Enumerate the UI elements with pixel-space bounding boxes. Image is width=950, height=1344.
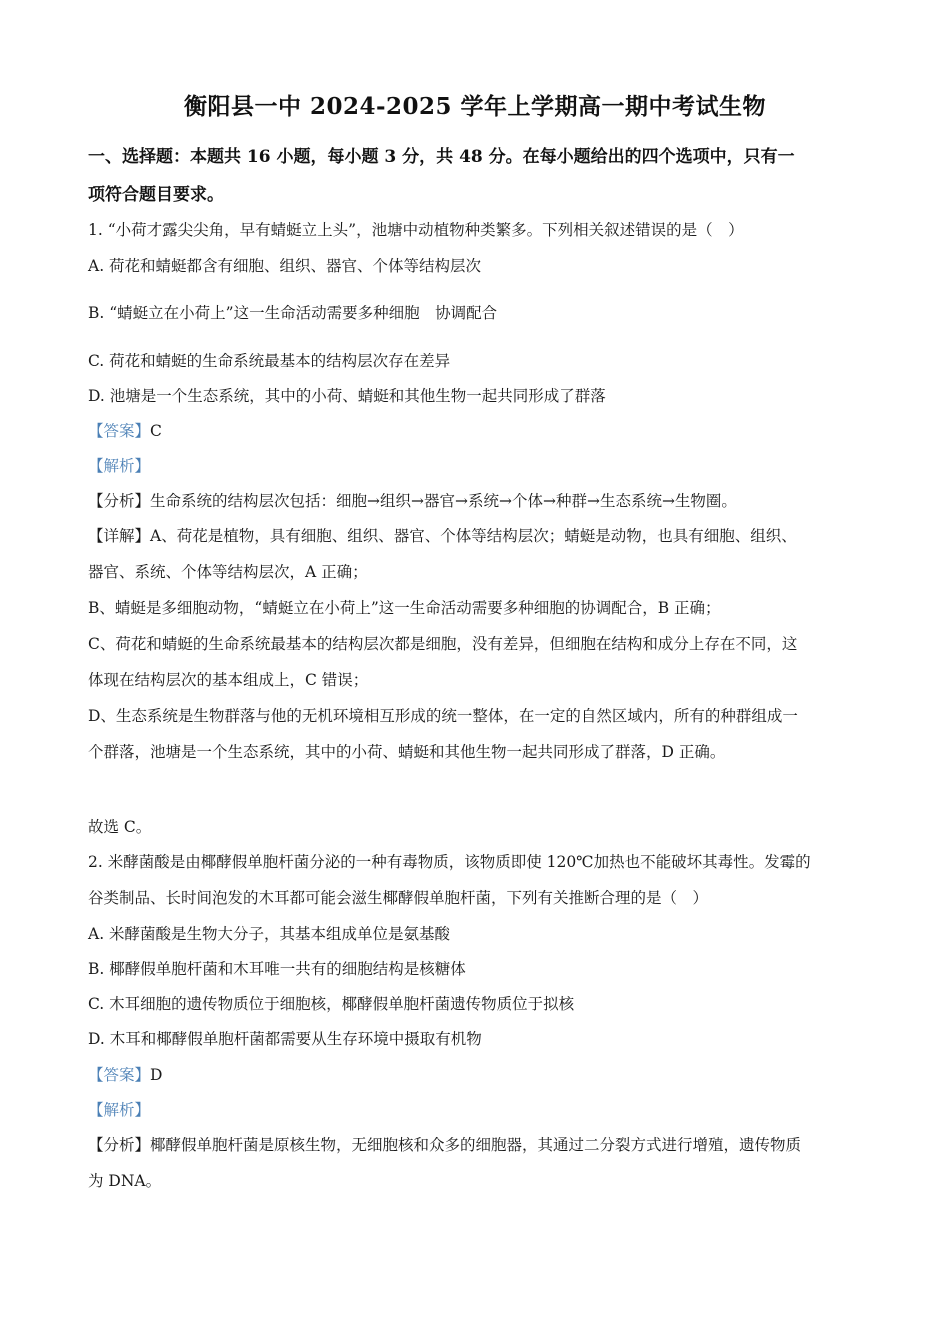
q1-answer	[88, 420, 868, 442]
q2-fenxi-line-1	[88, 1134, 868, 1156]
analysis-tag: 【解析】	[88, 1101, 151, 1119]
detail-tag: 【详解】	[88, 527, 151, 545]
q2-option-b: B. 椰酵假单胞杆菌和木耳唯一共有的细胞结构是核糖体	[88, 960, 466, 978]
q1-conclusion: 故选 C。	[88, 818, 152, 836]
q1-detail-line-6: D、生态系统是生物群落与他的无机环境相互形成的统一整体，在一定的自然区域内，所有的种群组成一	[88, 707, 798, 725]
q1-option-b: B. “蜻蜓立在小荷上”这一生命活动需要多种细胞 协调配合	[88, 304, 498, 322]
q1-detail-line-7: 个群落，池塘是一个生态系统，其中的小荷、蜻蜓和其他生物一起共同形成了群落，D 正确。	[88, 743, 726, 761]
q2-option-d: D. 木耳和椰酵假单胞杆菌都需要从生存环境中摄取有机物	[88, 1030, 482, 1048]
q1-detail-line-5: 体现在结构层次的基本组成上，C 错误；	[88, 671, 369, 689]
section-heading-line-2: 项符合题目要求。	[88, 185, 224, 205]
analysis-tag: 【解析】	[88, 457, 151, 475]
q1-detail-line-4: C、荷花和蜻蜓的生命系统最基本的结构层次都是细胞，没有差异，但细胞在结构和成分上存在不同，这	[88, 635, 798, 653]
q2-stem-line-1: 2. 米酵菌酸是由椰酵假单胞杆菌分泌的一种有毒物质，该物质即使 120℃加热也不能破坏其毒性。发霉的	[88, 853, 811, 871]
q1-detail-line-1	[88, 525, 868, 547]
q1-option-a: A. 荷花和蜻蜓都含有细胞、组织、器官、个体等结构层次	[88, 257, 482, 275]
q2-stem-line-2: 谷类制品、长时间泡发的木耳都可能会滋生椰酵假单胞杆菌，下列有关推断合理的是（ ）	[88, 889, 709, 907]
answer-tag: 【答案】	[88, 422, 151, 440]
fenxi-tag: 【分析】	[88, 492, 151, 510]
q1-option-d: D. 池塘是一个生态系统，其中的小荷、蜻蜓和其他生物一起共同形成了群落	[88, 387, 606, 405]
q2-option-c: C. 木耳细胞的遗传物质位于细胞核，椰酵假单胞杆菌遗传物质位于拟核	[88, 995, 575, 1013]
fenxi-text: 生命系统的结构层次包括：细胞→组织→器官→系统→个体→种群→生态系统→生物圈。	[150, 492, 737, 510]
q2-answer	[88, 1064, 868, 1086]
fenxi-text: 椰酵假单胞杆菌是原核生物，无细胞核和众多的细胞器，其通过二分裂方式进行增殖，遗传物质	[150, 1136, 802, 1154]
answer-tag: 【答案】	[88, 1066, 151, 1084]
q1-analysis-heading	[88, 455, 868, 477]
q1-detail-line-3: B、蜻蜓是多细胞动物，“蜻蜓立在小荷上”这一生命活动需要多种细胞的协调配合，B 正确；	[88, 599, 721, 617]
q1-option-c: C. 荷花和蜻蜓的生命系统最基本的结构层次存在差异	[88, 352, 451, 370]
answer-value: C	[150, 422, 162, 440]
answer-value: D	[150, 1066, 163, 1084]
page-title: 衡阳县一中 2024-2025 学年上学期高一期中考试生物	[183, 93, 767, 120]
q1-stem: 1. “小荷才露尖尖角，早有蜻蜓立上头”，池塘中动植物种类繁多。下列相关叙述错误的是（ ）	[88, 221, 744, 239]
section-heading-line-1: 一、选择题：本题共 16 小题，每小题 3 分，共 48 分。在每小题给出的四个选项中，只有一	[88, 147, 795, 167]
q2-fenxi-line-2: 为 DNA。	[88, 1172, 162, 1190]
q1-fenxi	[88, 490, 868, 512]
q2-option-a: A. 米酵菌酸是生物大分子，其基本组成单位是氨基酸	[88, 925, 451, 943]
q2-analysis-heading	[88, 1099, 868, 1121]
fenxi-tag: 【分析】	[88, 1136, 151, 1154]
q1-detail-line-2: 器官、系统、个体等结构层次，A 正确；	[88, 563, 368, 581]
detail-text: A、荷花是植物，具有细胞、组织、器官、个体等结构层次；蜻蜓是动物，也具有细胞、组织、	[150, 527, 797, 545]
